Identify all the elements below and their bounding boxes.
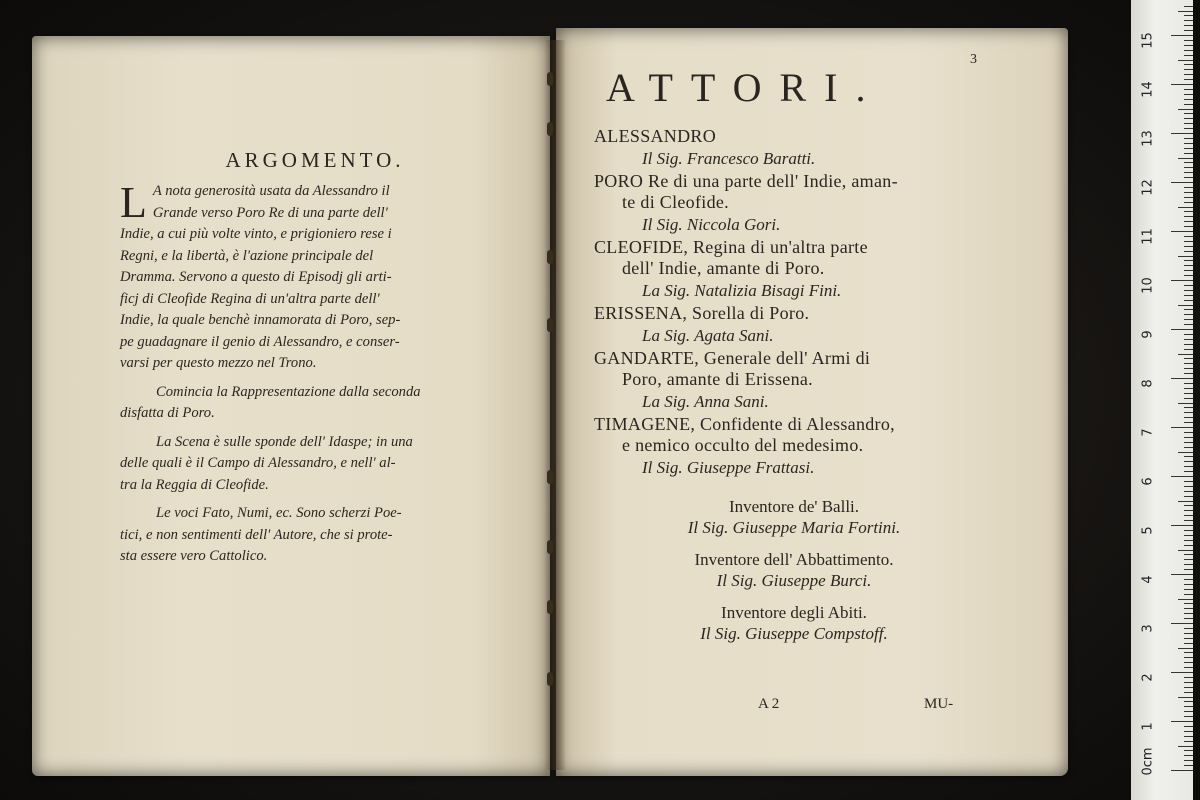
ruler-tick: [1184, 221, 1193, 222]
text-line: Regni, e la libertà, è l'azione principale del: [120, 247, 374, 264]
ruler-tick: [1184, 682, 1193, 683]
ruler-tick: [1184, 285, 1193, 286]
ruler-tick: [1171, 182, 1193, 183]
ruler-tick: [1184, 398, 1193, 399]
ruler-tick: [1184, 554, 1193, 555]
ruler-tick: [1178, 697, 1193, 698]
ruler-tick: [1184, 226, 1193, 227]
text-line: A nota generosità usata da Alessandro il: [152, 183, 390, 199]
ruler-tick: [1184, 447, 1193, 448]
ruler-tick: [1184, 118, 1193, 119]
credit-entry: [594, 496, 994, 538]
ruler-tick: [1178, 158, 1193, 159]
credit-name: Il Sig. Giuseppe Maria Fortini.: [687, 518, 901, 537]
ruler-tick: [1184, 202, 1193, 203]
ruler-tick: [1184, 246, 1193, 247]
ruler-tick: [1184, 407, 1193, 408]
ruler-tick: [1184, 701, 1193, 702]
ruler-tick: [1184, 309, 1193, 310]
ruler-tick: [1184, 687, 1193, 688]
ruler-tick: [1184, 520, 1193, 521]
binding-stitch: [547, 672, 553, 686]
credit-name: Il Sig. Giuseppe Burci.: [716, 571, 872, 590]
text-line: tra la Reggia di Cleofide.: [120, 476, 269, 493]
attori-heading: ATTORI.: [606, 65, 884, 110]
credit-name: Il Sig. Giuseppe Compstoff.: [700, 624, 888, 643]
ruler-tick: [1184, 260, 1193, 261]
ruler-tick: [1184, 569, 1193, 570]
ruler-number: 13: [1140, 130, 1156, 147]
text-line: Comincia la Rappresentazione dalla seconda: [156, 383, 421, 400]
ruler-tick: [1184, 128, 1193, 129]
role-line: Poro, amante di Erissena.: [622, 369, 813, 389]
role-line: TIMAGENE, Confidente di Alessandro,: [594, 414, 895, 434]
ruler-tick: [1184, 344, 1193, 345]
ruler-tick: [1184, 505, 1193, 506]
text-line: La Scena è sulle sponde dell' Idaspe; in una: [156, 433, 413, 450]
ruler-tick: [1178, 550, 1193, 551]
ruler-tick: [1184, 643, 1193, 644]
actor-name: Il Sig. Niccola Gori.: [642, 215, 781, 234]
ruler-tick: [1184, 138, 1193, 139]
ruler-tick: [1184, 741, 1193, 742]
ruler-tick: [1184, 442, 1193, 443]
ruler-tick: [1184, 540, 1193, 541]
ruler-tick: [1184, 89, 1193, 90]
binding-stitch: [547, 470, 553, 484]
ruler-tick: [1184, 143, 1193, 144]
ruler-tick: [1184, 417, 1193, 418]
ruler-tick: [1184, 564, 1193, 565]
ruler-tick: [1184, 422, 1193, 423]
ruler-tick: [1178, 746, 1193, 747]
ruler-number: 14: [1140, 81, 1156, 98]
ruler-tick: [1178, 354, 1193, 355]
text-line: Dramma. Servono a questo di Episodj gli arti-: [120, 269, 392, 285]
cast-entry: [594, 303, 994, 346]
ruler-tick: [1184, 172, 1193, 173]
cast-entry: [594, 126, 994, 169]
ruler-tick: [1184, 358, 1193, 359]
ruler-tick: [1184, 334, 1193, 335]
text-line: Le voci Fato, Numi, ec. Sono scherzi Poe-: [156, 505, 402, 521]
ruler-number: 7: [1140, 428, 1156, 437]
ruler-tick: [1184, 628, 1193, 629]
ruler-tick: [1184, 652, 1193, 653]
role-line: CLEOFIDE, Regina di un'altra parte: [594, 237, 868, 257]
ruler-tick: [1184, 726, 1193, 727]
ruler-tick: [1184, 765, 1193, 766]
ruler-tick: [1184, 437, 1193, 438]
ruler-number: 9: [1140, 330, 1156, 339]
text-line: disfatta di Poro.: [120, 405, 215, 421]
ruler-tick: [1184, 711, 1193, 712]
ruler-tick: [1184, 496, 1193, 497]
ruler-number: 6: [1140, 477, 1156, 486]
role-line: ALESSANDRO: [594, 126, 717, 146]
measuring-ruler: [1131, 0, 1193, 800]
ruler-tick: [1184, 368, 1193, 369]
ruler-tick: [1171, 672, 1193, 673]
ruler-tick: [1171, 280, 1193, 281]
drop-cap: L: [120, 178, 147, 227]
text-line: ficj di Cleofide Regina di un'altra parte dell': [120, 290, 380, 307]
ruler-tick: [1184, 461, 1193, 462]
text-line: Indie, a cui più volte vinto, e prigioniero rese i: [120, 226, 392, 242]
ruler-tick: [1184, 412, 1193, 413]
binding-stitch: [547, 318, 553, 332]
binding-stitch: [547, 122, 553, 136]
ruler-tick: [1184, 64, 1193, 65]
ruler-tick: [1184, 638, 1193, 639]
ruler-tick: [1184, 755, 1193, 756]
text-line: tici, e non sentimenti dell' Autore, che si prote-: [120, 526, 393, 543]
ruler-tick: [1184, 69, 1193, 70]
ruler-tick: [1184, 393, 1193, 394]
ruler-tick: [1171, 525, 1193, 526]
role-line: ERISSENA, Sorella di Poro.: [594, 303, 810, 323]
credit-entry: [594, 602, 994, 644]
text-line: sta essere vero Cattolico.: [120, 548, 268, 564]
ruler-tick: [1184, 74, 1193, 75]
ruler-tick: [1184, 716, 1193, 717]
ruler-tick: [1184, 692, 1193, 693]
actor-name: La Sig. Anna Sani.: [642, 392, 769, 411]
ruler-unit-label: 0cm: [1140, 747, 1156, 776]
ruler-tick: [1171, 427, 1193, 428]
ruler-tick: [1178, 60, 1193, 61]
ruler-tick: [1184, 295, 1193, 296]
ruler-tick: [1171, 329, 1193, 330]
ruler-tick: [1184, 545, 1193, 546]
ruler-tick: [1171, 84, 1193, 85]
ruler-tick: [1184, 241, 1193, 242]
ruler-tick: [1171, 770, 1193, 771]
role-line: dell' Indie, amante di Poro.: [622, 258, 825, 278]
page-number: 3: [970, 52, 977, 67]
ruler-number: 8: [1140, 379, 1156, 388]
ruler-tick: [1184, 25, 1193, 26]
ruler-tick: [1178, 207, 1193, 208]
ruler-tick: [1184, 187, 1193, 188]
ruler-tick: [1184, 667, 1193, 668]
ruler-number: 3: [1140, 624, 1156, 633]
ruler-tick: [1178, 403, 1193, 404]
ruler-tick: [1184, 104, 1193, 105]
binding-stitch: [547, 600, 553, 614]
ruler-tick: [1184, 177, 1193, 178]
ruler-tick: [1184, 589, 1193, 590]
ruler-tick: [1171, 231, 1193, 232]
ruler-tick: [1184, 275, 1193, 276]
ruler-tick: [1184, 55, 1193, 56]
ruler-tick: [1184, 736, 1193, 737]
ruler-tick: [1184, 731, 1193, 732]
ruler-tick: [1184, 363, 1193, 364]
ruler-number: 2: [1140, 673, 1156, 682]
cast-entry: [594, 171, 994, 235]
credit-title: Inventore de' Balli.: [728, 497, 860, 516]
actor-name: Il Sig. Giuseppe Frattasi.: [642, 458, 815, 477]
ruler-tick: [1184, 584, 1193, 585]
ruler-tick: [1184, 510, 1193, 511]
ruler-number: 5: [1140, 526, 1156, 535]
ruler-tick: [1184, 216, 1193, 217]
credit-title: Inventore degli Abiti.: [721, 603, 867, 622]
ruler-tick: [1171, 35, 1193, 36]
ruler-tick: [1184, 153, 1193, 154]
ruler-tick: [1184, 30, 1193, 31]
text-line: delle quali è il Campo di Alessandro, e nell' al-: [120, 455, 396, 471]
ruler-tick: [1178, 452, 1193, 453]
ruler-tick: [1184, 383, 1193, 384]
text-line: pe guadagnare il genio di Alessandro, e conser-: [120, 333, 400, 350]
ruler-tick: [1184, 270, 1193, 271]
ruler-tick: [1184, 79, 1193, 80]
ruler-number: 4: [1140, 575, 1156, 584]
ruler-tick: [1184, 613, 1193, 614]
ruler-tick: [1184, 265, 1193, 266]
ruler-tick: [1184, 6, 1193, 7]
ruler-tick: [1178, 305, 1193, 306]
ruler-tick: [1178, 648, 1193, 649]
argomento-paragraph-2: [120, 382, 510, 425]
ruler-tick: [1184, 432, 1193, 433]
ruler-tick: [1184, 633, 1193, 634]
ruler-tick: [1184, 388, 1193, 389]
ruler-tick: [1184, 515, 1193, 516]
ruler-tick: [1184, 559, 1193, 560]
argomento-paragraph-3: [120, 432, 510, 497]
ruler-tick: [1171, 623, 1193, 624]
ruler-tick: [1184, 319, 1193, 320]
ruler-tick: [1171, 721, 1193, 722]
actor-name: Il Sig. Francesco Baratti.: [642, 149, 816, 168]
ruler-tick: [1184, 657, 1193, 658]
role-line: te di Cleofide.: [622, 192, 729, 212]
catchword: MU-: [924, 696, 954, 712]
ruler-tick: [1184, 706, 1193, 707]
signature-mark: A 2: [758, 696, 780, 712]
ruler-tick: [1184, 40, 1193, 41]
text-line: varsi per questo mezzo nel Trono.: [120, 355, 317, 371]
ruler-tick: [1178, 109, 1193, 110]
ruler-tick: [1184, 456, 1193, 457]
ruler-tick: [1184, 349, 1193, 350]
ruler-tick: [1184, 324, 1193, 325]
ruler-tick: [1184, 491, 1193, 492]
credit-entry: [594, 549, 994, 591]
ruler-tick: [1184, 760, 1193, 761]
ruler-tick: [1184, 123, 1193, 124]
ruler-tick: [1184, 486, 1193, 487]
ruler-tick: [1184, 113, 1193, 114]
argomento-heading: ARGOMENTO.: [225, 148, 405, 172]
ruler-tick: [1184, 618, 1193, 619]
ruler-tick: [1184, 314, 1193, 315]
binding-stitch: [547, 540, 553, 554]
ruler-tick: [1184, 167, 1193, 168]
ruler-number: 1: [1140, 722, 1156, 731]
ruler-tick: [1184, 662, 1193, 663]
ruler-tick: [1184, 162, 1193, 163]
ruler-tick: [1178, 11, 1193, 12]
cast-entry: [594, 414, 994, 478]
ruler-tick: [1178, 256, 1193, 257]
ruler-number: 12: [1140, 179, 1156, 196]
cast-entry: [594, 237, 994, 301]
ruler-tick: [1184, 94, 1193, 95]
attori-section: [594, 64, 994, 644]
ruler-tick: [1171, 378, 1193, 379]
ruler-tick: [1184, 750, 1193, 751]
ruler-tick: [1184, 608, 1193, 609]
ruler-number: 10: [1140, 277, 1156, 294]
ruler-tick: [1184, 339, 1193, 340]
ruler-tick: [1184, 677, 1193, 678]
ruler-tick: [1184, 50, 1193, 51]
argomento-paragraph-1: [120, 178, 510, 375]
ruler-tick: [1184, 481, 1193, 482]
cast-entry: [594, 348, 994, 412]
ruler-tick: [1178, 599, 1193, 600]
ruler-tick: [1184, 603, 1193, 604]
actor-name: La Sig. Natalizia Bisagi Fini.: [642, 281, 842, 300]
ruler-tick: [1184, 594, 1193, 595]
ruler-tick: [1184, 20, 1193, 21]
ruler-tick: [1184, 236, 1193, 237]
ruler-tick: [1178, 501, 1193, 502]
actor-name: La Sig. Agata Sani.: [642, 326, 774, 345]
book-gutter: [544, 40, 566, 770]
ruler-tick: [1184, 15, 1193, 16]
ruler-number: 15: [1140, 32, 1156, 49]
ruler-tick: [1184, 471, 1193, 472]
ruler-tick: [1184, 300, 1193, 301]
ruler-tick: [1184, 197, 1193, 198]
ruler-tick: [1184, 192, 1193, 193]
ruler-tick: [1184, 290, 1193, 291]
ruler-tick: [1184, 148, 1193, 149]
argomento-section: [120, 148, 510, 568]
ruler-tick: [1184, 466, 1193, 467]
text-line: Grande verso Poro Re di una parte dell': [152, 204, 388, 221]
role-line: GANDARTE, Generale dell' Armi di: [594, 348, 871, 368]
text-line: Indie, la quale benchè innamorata di Poro, sep-: [120, 312, 401, 328]
binding-stitch: [547, 250, 553, 264]
ruler-tick: [1184, 530, 1193, 531]
ruler-tick: [1184, 45, 1193, 46]
ruler-tick: [1184, 579, 1193, 580]
argomento-paragraph-4: [120, 503, 510, 568]
ruler-tick: [1184, 251, 1193, 252]
ruler-tick: [1184, 373, 1193, 374]
role-line: PORO Re di una parte dell' Indie, aman-: [594, 171, 898, 191]
credit-title: Inventore dell' Abbattimento.: [694, 550, 894, 569]
ruler-tick: [1171, 574, 1193, 575]
ruler-number: 11: [1140, 228, 1156, 245]
ruler-tick: [1171, 476, 1193, 477]
ruler-tick: [1184, 99, 1193, 100]
ruler-tick: [1184, 535, 1193, 536]
ruler-tick: [1171, 133, 1193, 134]
binding-stitch: [547, 72, 553, 86]
ruler-tick: [1184, 211, 1193, 212]
role-line: e nemico occulto del medesimo.: [622, 435, 864, 455]
